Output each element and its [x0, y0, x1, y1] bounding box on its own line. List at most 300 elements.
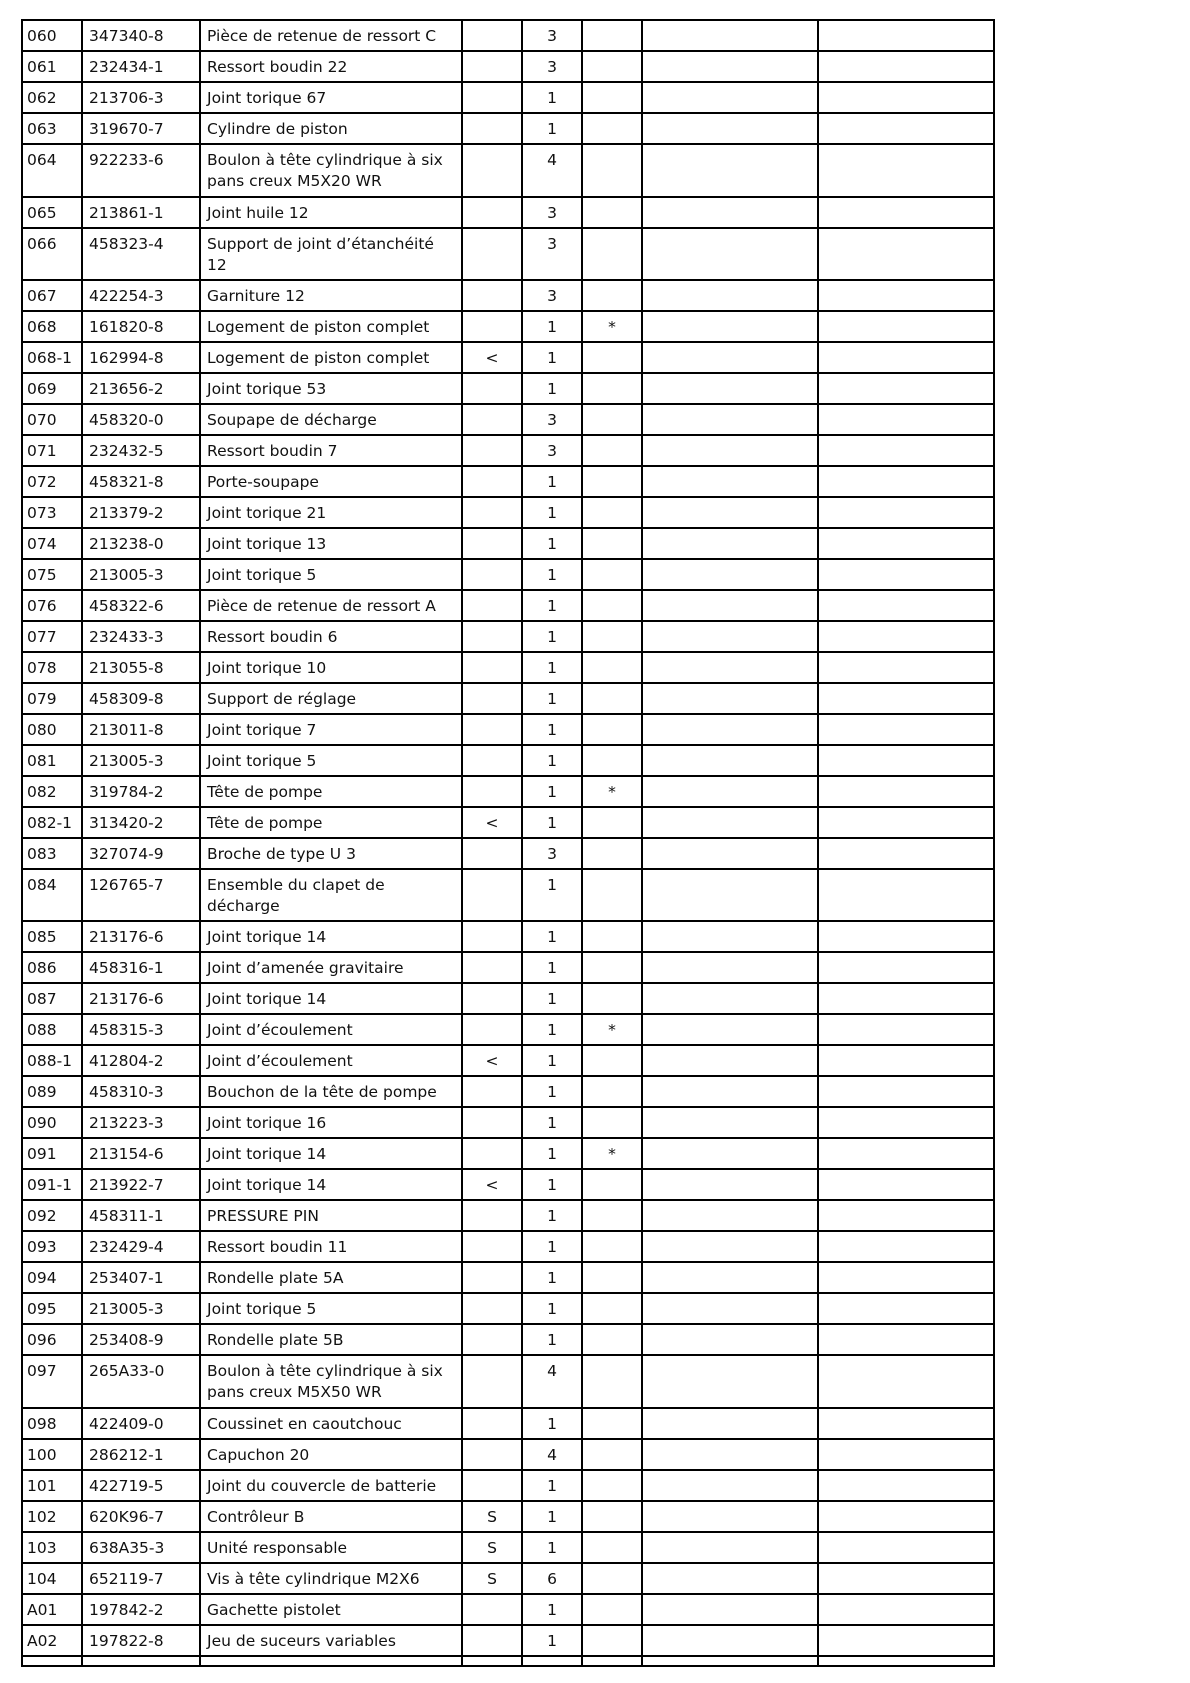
description-cell: Logement de piston complet [200, 311, 462, 342]
empty-cell [642, 1231, 818, 1262]
empty-cell [818, 1107, 994, 1138]
note-cell: * [582, 311, 642, 342]
note-cell: * [582, 1014, 642, 1045]
marker-cell [462, 838, 522, 869]
empty-cell [818, 1200, 994, 1231]
empty-cell [522, 1656, 582, 1666]
marker-cell [462, 51, 522, 82]
marker-cell [462, 869, 522, 921]
table-row [22, 1169, 994, 1200]
marker-cell [462, 590, 522, 621]
empty-cell [818, 838, 994, 869]
item-number-cell: 078 [22, 652, 82, 683]
empty-cell [818, 952, 994, 983]
note-cell [582, 838, 642, 869]
part-number-cell: 458322-6 [82, 590, 200, 621]
item-number-cell: 084 [22, 869, 82, 921]
quantity-cell: 1 [522, 745, 582, 776]
table-row [22, 1014, 994, 1045]
part-number-cell: 197822-8 [82, 1625, 200, 1656]
marker-cell [462, 1324, 522, 1355]
note-cell [582, 1262, 642, 1293]
table-row [22, 1076, 994, 1107]
marker-cell [462, 1355, 522, 1408]
description-cell: Joint d’écoulement [200, 1014, 462, 1045]
empty-cell [818, 776, 994, 807]
empty-cell [642, 559, 818, 590]
marker-cell [462, 280, 522, 311]
empty-cell [642, 435, 818, 466]
empty-cell [818, 528, 994, 559]
item-number-cell: 088 [22, 1014, 82, 1045]
description-cell: Vis à tête cylindrique M2X6 [200, 1563, 462, 1594]
note-cell [582, 1293, 642, 1324]
marker-cell [462, 1138, 522, 1169]
part-number-cell: 458309-8 [82, 683, 200, 714]
note-cell [582, 559, 642, 590]
marker-cell [462, 714, 522, 745]
empty-cell [642, 952, 818, 983]
table-row [22, 683, 994, 714]
description-cell: Bouchon de la tête de pompe [200, 1076, 462, 1107]
item-number-cell: 093 [22, 1231, 82, 1262]
quantity-cell: 1 [522, 82, 582, 113]
marker-cell [462, 228, 522, 280]
empty-cell [818, 683, 994, 714]
empty-cell [642, 280, 818, 311]
quantity-cell: 1 [522, 683, 582, 714]
note-cell [582, 621, 642, 652]
marker-cell [462, 621, 522, 652]
empty-cell [818, 1231, 994, 1262]
item-number-cell: 064 [22, 144, 82, 197]
empty-cell [642, 1501, 818, 1532]
item-number-cell: 091-1 [22, 1169, 82, 1200]
quantity-cell: 1 [522, 1014, 582, 1045]
marker-cell: < [462, 342, 522, 373]
parts-list-table [21, 19, 995, 1667]
part-number-cell: 412804-2 [82, 1045, 200, 1076]
description-cell: Rondelle plate 5A [200, 1262, 462, 1293]
quantity-cell: 1 [522, 1501, 582, 1532]
note-cell [582, 82, 642, 113]
note-cell [582, 745, 642, 776]
item-number-cell: 080 [22, 714, 82, 745]
marker-cell [462, 1625, 522, 1656]
part-number-cell: 213154-6 [82, 1138, 200, 1169]
table-row [22, 144, 994, 197]
note-cell [582, 1107, 642, 1138]
empty-cell [642, 1470, 818, 1501]
note-cell [582, 1231, 642, 1262]
note-cell [582, 20, 642, 51]
empty-cell [642, 621, 818, 652]
table-row [22, 1625, 994, 1656]
table-row [22, 807, 994, 838]
empty-cell [200, 1656, 462, 1666]
empty-cell [642, 838, 818, 869]
marker-cell [462, 1107, 522, 1138]
note-cell [582, 342, 642, 373]
empty-cell [642, 1324, 818, 1355]
note-cell [582, 1625, 642, 1656]
description-cell: Ressort boudin 11 [200, 1231, 462, 1262]
empty-cell [818, 1324, 994, 1355]
empty-cell [642, 652, 818, 683]
empty-cell [642, 1076, 818, 1107]
empty-cell [818, 1563, 994, 1594]
quantity-cell: 1 [522, 807, 582, 838]
part-number-cell: 422719-5 [82, 1470, 200, 1501]
quantity-cell: 4 [522, 1439, 582, 1470]
part-number-cell: 458321-8 [82, 466, 200, 497]
empty-cell [642, 20, 818, 51]
item-number-cell: 102 [22, 1501, 82, 1532]
description-cell: Joint torique 5 [200, 559, 462, 590]
part-number-cell: 162994-8 [82, 342, 200, 373]
empty-cell [818, 1014, 994, 1045]
note-cell [582, 435, 642, 466]
quantity-cell: 1 [522, 1293, 582, 1324]
part-number-cell: 620K96-7 [82, 1501, 200, 1532]
marker-cell [462, 921, 522, 952]
table-row [22, 1355, 994, 1408]
part-number-cell: 422409-0 [82, 1408, 200, 1439]
marker-cell [462, 404, 522, 435]
description-cell: Contrôleur B [200, 1501, 462, 1532]
marker-cell [462, 435, 522, 466]
description-cell: Joint huile 12 [200, 197, 462, 228]
note-cell [582, 197, 642, 228]
table-row [22, 280, 994, 311]
marker-cell [462, 113, 522, 144]
marker-cell [462, 466, 522, 497]
part-number-cell: 232429-4 [82, 1231, 200, 1262]
item-number-cell: 069 [22, 373, 82, 404]
description-cell: Joint torique 67 [200, 82, 462, 113]
table-row [22, 82, 994, 113]
table-row [22, 1231, 994, 1262]
empty-cell [818, 1138, 994, 1169]
empty-cell [818, 51, 994, 82]
description-cell: Joint torique 5 [200, 745, 462, 776]
marker-cell [462, 1594, 522, 1625]
table-row [22, 869, 994, 921]
empty-cell [818, 1470, 994, 1501]
empty-cell [818, 342, 994, 373]
table-row [22, 497, 994, 528]
quantity-cell: 1 [522, 1625, 582, 1656]
table-row [22, 621, 994, 652]
quantity-cell: 1 [522, 776, 582, 807]
empty-cell [818, 311, 994, 342]
table-row [22, 1107, 994, 1138]
empty-cell [642, 1563, 818, 1594]
part-number-cell: 213223-3 [82, 1107, 200, 1138]
part-number-cell: 213005-3 [82, 559, 200, 590]
item-number-cell: 061 [22, 51, 82, 82]
empty-cell [82, 1656, 200, 1666]
description-cell: Joint torique 14 [200, 983, 462, 1014]
empty-cell [642, 776, 818, 807]
description-cell: Boulon à tête cylindrique à six pans creux M5X50 WR [200, 1355, 462, 1408]
quantity-cell: 6 [522, 1563, 582, 1594]
description-cell: Gachette pistolet [200, 1594, 462, 1625]
description-cell: Unité responsable [200, 1532, 462, 1563]
empty-cell [818, 1625, 994, 1656]
part-number-cell: 319670-7 [82, 113, 200, 144]
part-number-cell: 213005-3 [82, 745, 200, 776]
item-number-cell: 091 [22, 1138, 82, 1169]
table-row [22, 311, 994, 342]
marker-cell [462, 1076, 522, 1107]
item-number-cell: A02 [22, 1625, 82, 1656]
item-number-cell: 070 [22, 404, 82, 435]
empty-cell [642, 745, 818, 776]
empty-cell [642, 983, 818, 1014]
part-number-cell: 253407-1 [82, 1262, 200, 1293]
quantity-cell: 1 [522, 497, 582, 528]
table-row [22, 1594, 994, 1625]
table-row [22, 559, 994, 590]
empty-cell [818, 82, 994, 113]
note-cell: * [582, 776, 642, 807]
description-cell: Joint torique 14 [200, 1169, 462, 1200]
item-number-cell: 085 [22, 921, 82, 952]
quantity-cell: 1 [522, 1532, 582, 1563]
note-cell [582, 652, 642, 683]
quantity-cell: 1 [522, 342, 582, 373]
note-cell [582, 683, 642, 714]
note-cell [582, 1324, 642, 1355]
description-cell: Joint torique 21 [200, 497, 462, 528]
empty-cell [642, 528, 818, 559]
empty-cell [818, 1656, 994, 1666]
description-cell: Joint torique 16 [200, 1107, 462, 1138]
empty-cell [642, 1169, 818, 1200]
quantity-cell: 4 [522, 1355, 582, 1408]
empty-cell [818, 807, 994, 838]
item-number-cell: 081 [22, 745, 82, 776]
part-number-cell: 213011-8 [82, 714, 200, 745]
description-cell: Soupape de décharge [200, 404, 462, 435]
table-row [22, 714, 994, 745]
note-cell [582, 466, 642, 497]
item-number-cell: 076 [22, 590, 82, 621]
empty-cell [642, 1262, 818, 1293]
note-cell [582, 952, 642, 983]
quantity-cell: 1 [522, 590, 582, 621]
item-number-cell: 097 [22, 1355, 82, 1408]
table-row [22, 342, 994, 373]
description-cell: Support de réglage [200, 683, 462, 714]
part-number-cell: 232433-3 [82, 621, 200, 652]
quantity-cell: 1 [522, 714, 582, 745]
description-cell: Joint torique 10 [200, 652, 462, 683]
empty-cell [818, 652, 994, 683]
note-cell [582, 1470, 642, 1501]
marker-cell [462, 528, 522, 559]
part-number-cell: 652119-7 [82, 1563, 200, 1594]
empty-cell [818, 1439, 994, 1470]
marker-cell [462, 559, 522, 590]
table-row [22, 952, 994, 983]
description-cell: Jeu de suceurs variables [200, 1625, 462, 1656]
description-cell: Tête de pompe [200, 776, 462, 807]
part-number-cell: 232434-1 [82, 51, 200, 82]
empty-cell [818, 113, 994, 144]
item-number-cell: 088-1 [22, 1045, 82, 1076]
note-cell [582, 1169, 642, 1200]
description-cell: Cylindre de piston [200, 113, 462, 144]
quantity-cell: 1 [522, 983, 582, 1014]
quantity-cell: 1 [522, 1324, 582, 1355]
item-number-cell: 089 [22, 1076, 82, 1107]
description-cell: Joint d’amenée gravitaire [200, 952, 462, 983]
item-number-cell: 101 [22, 1470, 82, 1501]
marker-cell [462, 1293, 522, 1324]
empty-cell [818, 404, 994, 435]
marker-cell [462, 20, 522, 51]
table-row [22, 404, 994, 435]
quantity-cell: 4 [522, 144, 582, 197]
table-row [22, 983, 994, 1014]
empty-cell [642, 51, 818, 82]
part-number-cell: 422254-3 [82, 280, 200, 311]
marker-cell [462, 497, 522, 528]
empty-cell [818, 1501, 994, 1532]
note-cell [582, 1563, 642, 1594]
part-number-cell: 161820-8 [82, 311, 200, 342]
item-number-cell: 079 [22, 683, 82, 714]
quantity-cell: 1 [522, 1138, 582, 1169]
empty-cell [642, 373, 818, 404]
marker-cell: S [462, 1532, 522, 1563]
marker-cell [462, 1470, 522, 1501]
table-row [22, 1563, 994, 1594]
description-cell: Joint torique 14 [200, 921, 462, 952]
empty-cell [642, 1625, 818, 1656]
quantity-cell: 1 [522, 1169, 582, 1200]
note-cell [582, 1501, 642, 1532]
empty-cell [818, 197, 994, 228]
empty-cell [642, 1107, 818, 1138]
marker-cell [462, 1262, 522, 1293]
marker-cell: < [462, 1045, 522, 1076]
empty-cell [642, 113, 818, 144]
empty-cell [642, 144, 818, 197]
marker-cell [462, 311, 522, 342]
quantity-cell: 3 [522, 197, 582, 228]
item-number-cell: 060 [22, 20, 82, 51]
part-number-cell: 213055-8 [82, 652, 200, 683]
marker-cell [462, 1408, 522, 1439]
item-number-cell: 068 [22, 311, 82, 342]
empty-cell [818, 144, 994, 197]
table-row [22, 1293, 994, 1324]
item-number-cell: 095 [22, 1293, 82, 1324]
part-number-cell: 347340-8 [82, 20, 200, 51]
empty-cell [818, 228, 994, 280]
marker-cell [462, 1231, 522, 1262]
marker-cell [462, 652, 522, 683]
description-cell: Joint torique 13 [200, 528, 462, 559]
item-number-cell: 082 [22, 776, 82, 807]
part-number-cell: 458310-3 [82, 1076, 200, 1107]
empty-cell [642, 1656, 818, 1666]
item-number-cell: 103 [22, 1532, 82, 1563]
description-cell: Support de joint d’étanchéité 12 [200, 228, 462, 280]
note-cell [582, 1076, 642, 1107]
item-number-cell: 082-1 [22, 807, 82, 838]
table-row [22, 228, 994, 280]
part-number-cell: 638A35-3 [82, 1532, 200, 1563]
empty-cell [642, 197, 818, 228]
item-number-cell: 063 [22, 113, 82, 144]
part-number-cell: 126765-7 [82, 869, 200, 921]
table-row [22, 20, 994, 51]
empty-cell [818, 559, 994, 590]
table-row [22, 1501, 994, 1532]
note-cell [582, 1439, 642, 1470]
empty-cell [818, 466, 994, 497]
part-number-cell: 458316-1 [82, 952, 200, 983]
quantity-cell: 3 [522, 228, 582, 280]
note-cell: * [582, 1138, 642, 1169]
part-number-cell: 458315-3 [82, 1014, 200, 1045]
part-number-cell: 213861-1 [82, 197, 200, 228]
description-cell: Garniture 12 [200, 280, 462, 311]
table-row [22, 1324, 994, 1355]
part-number-cell: 458323-4 [82, 228, 200, 280]
quantity-cell: 1 [522, 652, 582, 683]
empty-cell [642, 1532, 818, 1563]
empty-cell [818, 590, 994, 621]
marker-cell: < [462, 1169, 522, 1200]
quantity-cell: 1 [522, 1076, 582, 1107]
table-row [22, 528, 994, 559]
table-row [22, 113, 994, 144]
empty-cell [642, 1594, 818, 1625]
note-cell [582, 590, 642, 621]
part-number-cell: 232432-5 [82, 435, 200, 466]
empty-cell [642, 1355, 818, 1408]
quantity-cell: 3 [522, 838, 582, 869]
item-number-cell: 073 [22, 497, 82, 528]
table-row [22, 1138, 994, 1169]
note-cell [582, 1355, 642, 1408]
description-cell: Ressort boudin 7 [200, 435, 462, 466]
empty-cell [818, 1169, 994, 1200]
item-number-cell: 075 [22, 559, 82, 590]
item-number-cell: 094 [22, 1262, 82, 1293]
empty-cell [642, 807, 818, 838]
table-row [22, 435, 994, 466]
quantity-cell: 1 [522, 373, 582, 404]
empty-cell [642, 590, 818, 621]
note-cell [582, 280, 642, 311]
quantity-cell: 1 [522, 621, 582, 652]
item-number-cell: 096 [22, 1324, 82, 1355]
note-cell [582, 1532, 642, 1563]
quantity-cell: 3 [522, 404, 582, 435]
table-row [22, 1200, 994, 1231]
part-number-cell: 265A33-0 [82, 1355, 200, 1408]
empty-cell [642, 921, 818, 952]
empty-cell [642, 1045, 818, 1076]
quantity-cell: 1 [522, 311, 582, 342]
empty-cell [818, 1076, 994, 1107]
